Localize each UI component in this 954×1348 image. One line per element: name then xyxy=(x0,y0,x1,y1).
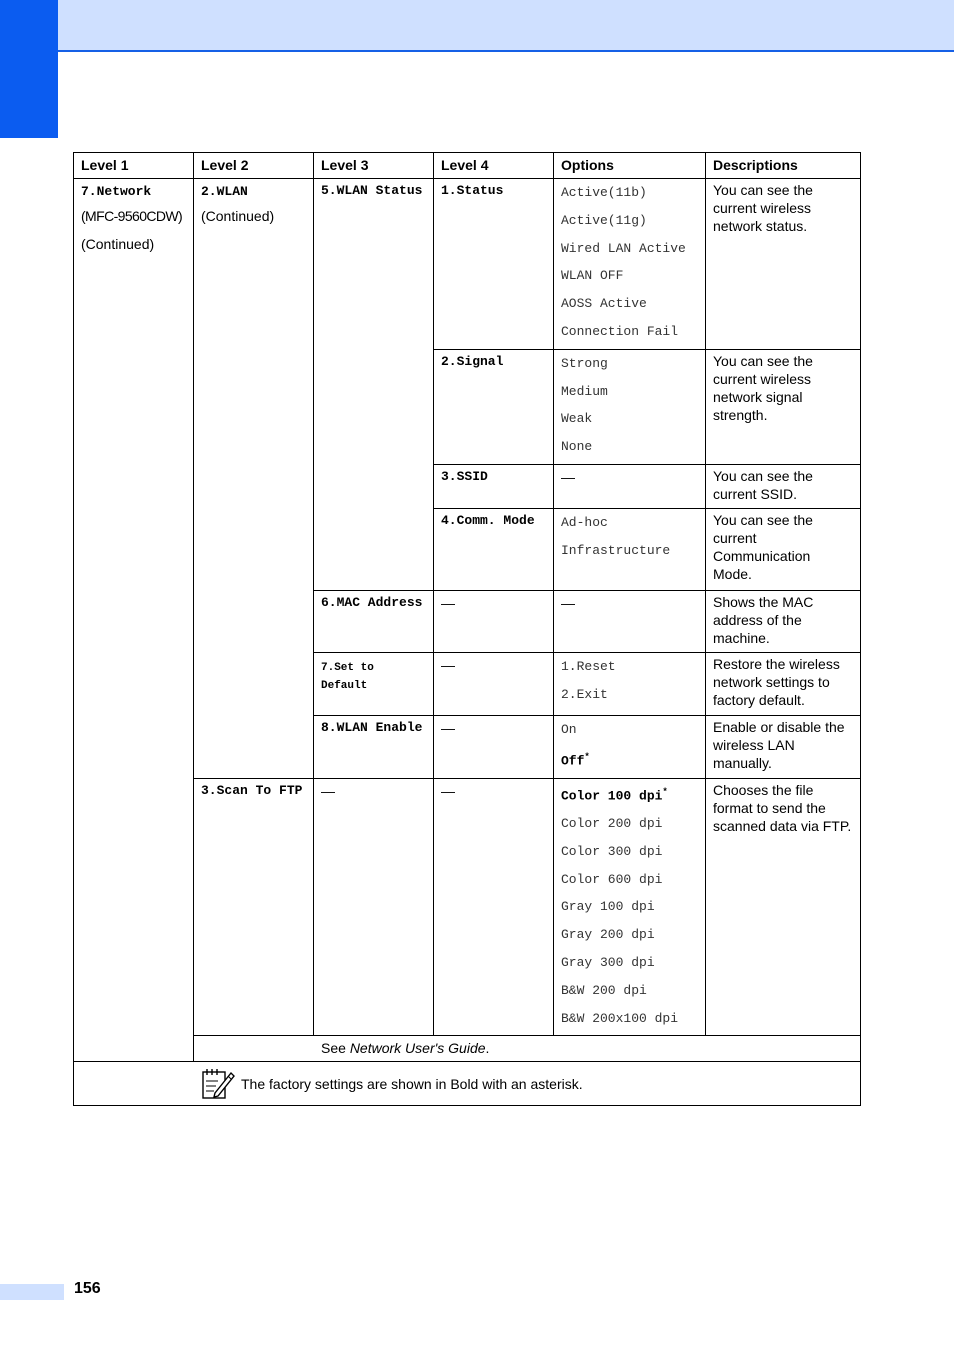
option: Gray 100 dpi xyxy=(561,899,655,915)
note-row xyxy=(74,1062,861,1106)
options-cell xyxy=(554,652,706,715)
option: B&W 200x100 dpi xyxy=(561,1010,679,1026)
options-cell: — xyxy=(554,590,706,652)
header-row xyxy=(74,153,861,179)
header-band xyxy=(58,0,954,52)
level4-cell: 2.Signal xyxy=(434,349,554,464)
col-header: Level 2 xyxy=(194,153,314,179)
option: Gray 300 dpi xyxy=(561,955,655,971)
description-cell: Restore the wireless network settings to factory default. xyxy=(706,652,861,715)
footer-band xyxy=(0,1284,64,1300)
option: AOSS Active xyxy=(561,296,647,312)
option: Active(11g) xyxy=(561,212,647,228)
level1-model: (MFC-9560CDW) xyxy=(81,208,183,224)
table-row xyxy=(74,179,861,350)
level4-cell: 4.Comm. Mode xyxy=(434,508,554,590)
description-cell: Enable or disable the wireless LAN manually. xyxy=(706,715,861,778)
level1-cont: (Continued) xyxy=(81,236,155,252)
description-cell: You can see the current SSID. xyxy=(706,464,861,508)
level4-cell: — xyxy=(434,652,554,715)
note-text: The factory settings are shown in Bold with an asterisk. xyxy=(241,1075,583,1092)
note xyxy=(81,1067,853,1101)
option: Medium xyxy=(561,383,608,399)
col-header: Descriptions xyxy=(706,153,861,179)
level4-cell: — xyxy=(434,778,554,1036)
option: Gray 200 dpi xyxy=(561,927,655,943)
description-cell: You can see the current wireless network status. xyxy=(706,179,861,350)
note-cell xyxy=(74,1062,861,1106)
option: B&W 200 dpi xyxy=(561,982,647,998)
option: Wired LAN Active xyxy=(561,240,686,256)
options-cell xyxy=(554,778,706,1036)
level1-code: 7.Network xyxy=(81,184,152,199)
col-header: Level 4 xyxy=(434,153,554,179)
description-cell: Chooses the file format to send the scanned data via FTP. xyxy=(706,778,861,1036)
option: Ad-hoc xyxy=(561,514,608,530)
col-header: Level 3 xyxy=(314,153,434,179)
option: Active(11b) xyxy=(561,185,647,200)
col-header: Level 1 xyxy=(74,153,194,179)
see-cell xyxy=(194,1036,861,1062)
option: Weak xyxy=(561,411,593,427)
option: Infrastructure xyxy=(561,542,671,558)
level3-cell: 8.WLAN Enable xyxy=(314,715,434,778)
options-cell xyxy=(554,715,706,778)
level3-cell: 5.WLAN Status xyxy=(314,179,434,591)
option: Color 300 dpi xyxy=(561,843,663,859)
option: 1.Reset xyxy=(561,658,616,674)
page-number: 156 xyxy=(74,1280,101,1297)
description-cell: You can see the current wireless network signal strength. xyxy=(706,349,861,464)
level4-cell: — xyxy=(434,590,554,652)
option: None xyxy=(561,439,593,455)
option: Connection Fail xyxy=(561,323,679,339)
level4-cell: 1.Status xyxy=(434,179,554,350)
level2-code: 2.WLAN xyxy=(201,184,248,199)
level4-cell: — xyxy=(434,715,554,778)
col-header: Options xyxy=(554,153,706,179)
level4-cell: 3.SSID xyxy=(434,464,554,508)
level3-cell: 6.MAC Address xyxy=(314,590,434,652)
level1-cell xyxy=(74,179,194,1062)
option: Color 600 dpi xyxy=(561,871,663,887)
options-cell xyxy=(554,349,706,464)
description-cell: You can see the current Communication Mode. xyxy=(706,508,861,590)
see-guide-text: See Network User's Guide. xyxy=(321,1040,490,1057)
option: WLAN OFF xyxy=(561,268,624,284)
level3-cell: — xyxy=(314,778,434,1036)
option: Strong xyxy=(561,355,608,371)
chapter-tab xyxy=(0,0,58,138)
option-default: Off* xyxy=(561,751,590,769)
option-default: Color 100 dpi* xyxy=(561,786,668,804)
options-cell xyxy=(554,508,706,590)
note-pencil-icon xyxy=(201,1067,235,1101)
description-cell: Shows the MAC address of the machine. xyxy=(706,590,861,652)
option: On xyxy=(561,721,577,737)
option: Color 200 dpi xyxy=(561,816,663,832)
level2-cell: 3.Scan To FTP xyxy=(194,778,314,1036)
options-cell: — xyxy=(554,464,706,508)
level2-cont: (Continued) xyxy=(201,208,275,224)
guide-title: Network User's Guide xyxy=(349,1040,486,1057)
level2-cell xyxy=(194,179,314,779)
level3-cell: 7.Set to Default xyxy=(314,652,434,715)
menu-table xyxy=(73,152,861,1106)
option: 2.Exit xyxy=(561,686,608,702)
options-cell xyxy=(554,179,706,350)
